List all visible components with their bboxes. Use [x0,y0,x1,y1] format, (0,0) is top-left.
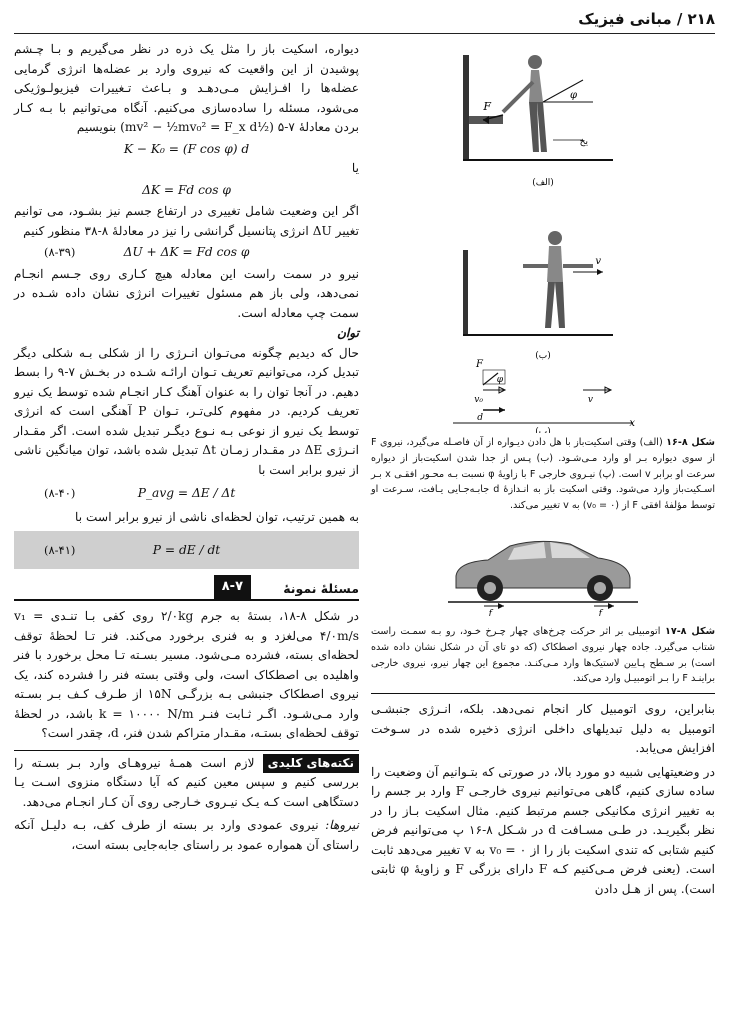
divider [371,693,715,694]
equation-number: (۸-۳۹) [44,245,76,259]
equation-body: P_avg = ΔE / Δt [137,486,236,500]
svg-text:v: v [595,256,601,267]
figure-8-16 [443,40,643,433]
equation: K − K₀ = (F cos φ) d [123,141,250,156]
equation: ΔK = Fd cos φ [142,182,231,197]
figure-8-17-caption [371,624,715,687]
caption-label: شکل ۸-۱۶ [666,437,715,448]
svg-text:φ: φ [569,90,577,101]
equation-8-41 [14,531,359,569]
page-header [14,8,715,34]
svg-text:φ: φ [496,375,503,385]
section-heading: توان [336,326,359,340]
svg-text:x: x [629,418,635,429]
paragraph: حال که دیدیم چگونه می‌تـوان انـرژی را از شکلی بـه شکلی دیگر تبدیل کرد، می‌توانیم تعریف تـوان ارائـه شـده در بخـش ۷-۹ را بسط دهیم. در آنجا توان را به عنوان آهنگ کـار انجـام شده توسط یک نیرو تعریف کردیم. در مفهوم کلی‌تـر، تـوان P آهنگی است که انرژی توسط یک نیرو از نوعی بـه نـوع دیگـر تبدیل شده است. اگر مقـدار انـرژی ΔE در مقـدار زمـان Δt تبدیل شده باشد، توان میانگین ناشی از نیرو برابر است با [14,345,359,477]
equation-8-40 [14,484,359,504]
caption-text: (الف) وقتی اسکیت‌باز با هل دادن دیـواره از آن فاصـله می‌گیرد، نیروی F از سوی دیواره بـر او وارد مـی‌شـود. (ب) پـس از جدا شدن اسکیت‌باز از دیواره سرعت او برابر v است. (پ) نیـروی خارجی F با زاویهٔ φ نسبت بـه محـور افقـی x بـر اسـکیت‌باز وارد می‌شود. وقتی اسکیت باز به انـدازهٔ d جابـه‌جـایی یـافت، سـرعت او توسط مؤلفهٔ افقی F از (v₀ = ۰) به v تغییر می‌کند. [371,437,715,512]
fig-label-a: (الف) [532,178,554,188]
paragraph: به همین ترتیب، توان لحظه‌ای ناشی از نیرو برابر است با [75,509,359,524]
paragraph: در وضعیتهایی شبیه دو مورد بالا، در صورتی که بتـوانیم آن وضعیت را ساده سازی کنیم، گاهی می‌توانیم نیروی خارجـی F وارد بر جسم را به تغییر انرژی مکانیکی جسم مرتبط کنیم. مثال اسکیت بـاز را در نظر بگیریـد. در طـی مسـافت d در شـکل ۸-۱۶ پ می‌توانیم فرض کنیم شتابی که تندی اسکیت باز را از v₀ = ۰ به v تغییر می‌دهد ثابت است. (یعنی فرض مـی‌کنیم کـه F دارای بزرگی F و زاویهٔ φ ثابتی است). پس از هـل دادن [371,764,715,896]
paragraph: بنابراین، روی اتومبیل کار انجام نمی‌دهد. بلکه، انـرژی جنبشـی اتومبیل به دلیل تبدیلهای داخلی انرژی ذخیره شده در سـوخت افزایش می‌یابد. [371,702,715,756]
paragraph [14,816,359,855]
left-column [14,40,359,1030]
forces-text: نیروی عمودی وارد بر بسته از طرف کف، بـه دلیـل آنکه راستای آن همواره عمود بر راستای جابه‌جایی بسته است، [14,818,359,852]
paragraph: در شکل ۸-۱۸، بستهٔ به جرم ۲/۰kg روی کفی بـا تنـدی v₁ = ۴/۰m/s می‌لغزد و به فنری برخورد می‌کند. فنر تـا لحظهٔ توقف لحظه‌ای بسته، فشرده مـی‌شود. مسیر بسـته تـا محل برخورد با فنر واهلیده بی اصطکاک است، ولی وقتی بسته فنر را فشرده کند، یک نیروی اصطکاک جنبشی بـه بزرگـی ۱۵N از طـرف کـف بـر بسـته وارد مـی‌شـود. اگـر ثـابت فنـر k = ۱۰۰۰۰ N/m باشد، در لحظهٔ توقف لحظه‌ای بستـه، مقـدار متراکم شدن فنر، d، چقدر است؟ [14,609,360,740]
svg-text:v₀: v₀ [474,395,483,405]
svg-text:d: d [477,413,483,423]
caption-text: اتومبیلی بر اثر حرکت چرخ‌های چهار چـرخ خـود، رو بـه سمـت راست شتاب می‌گیرد. جاده چهار نیروی اصطکاک (که دو تای آن در شکل نشان داده شده است) بر سـطح پـایین لاستیک‌ها وارد مـی‌کنـد. مجموع این چهار نیرو، نیروی خارجی براینـد F را بـر اتومبیـل وارد می‌کند. [371,625,715,685]
conjunction: یا [351,161,359,175]
equation-number: (۸-۴۰) [44,486,76,500]
paragraph: نیرو در سمت راست این معادله هیچ کـاری روی جـسم انجـام نمی‌دهد، ولی باز هم مسئول تغییرات انرژی نشان داده شـده در سمت چپ معادله است. [14,266,359,320]
paragraph: اگر این وضعیت شامل تغییری در ارتفاع جسم نیز بشـود، می توانیم تغییر ΔU انرژی پتانسیل گرانشی را نیز در معادلهٔ ۸-۳۸ منظور کنیم [14,204,359,238]
equation-8-39 [14,243,359,263]
equation-number: (۸-۴۱) [44,543,76,557]
car-figure [448,528,638,616]
svg-text:v: v [587,395,593,405]
figure-8-16-caption [371,435,715,514]
key-ideas-paragraph [14,754,359,813]
svg-text:F: F [476,359,483,370]
caption-label: شکل ۸-۱۷ [664,625,715,637]
figure-8-17 [448,528,638,616]
skater-figure [443,40,643,433]
key-ideas-box [14,750,359,813]
right-column [371,40,715,1030]
svg-text:F: F [483,100,491,113]
sample-problem-header [14,575,359,601]
paragraph: دیواره، اسکیت باز را مثل یک ذره در نظر می‌گیریم و بـا چـشم پوشیدن از این واقعیت که نیروی وارد بر عضله‌ها انرژی گرمایی عضله‌ها را افـزایش مـی‌دهـد و بـاعث تـغییرات فیزیولـوژیکی می‌شود، مسئله را ساده‌سازی می‌کنیم. آنگاه می‌توانیم با بـه کـار بردن معادلهٔ ۷-۵ (½mv² − ½mv₀² = F_x d) بنویسیم [14,42,359,134]
fig-label-c: (پ) [535,427,551,433]
page-title: ۲۱۸ / مبانی فیزیک [578,10,715,28]
key-ideas-text: لازم است همـهٔ نیروهـای وارد بـر بسـته را بررسی کنیم و سپس معین کنیم که آیا دستگاه منزوی اسـت یـا دستگاهی است کـه یـک نیـروی خـارجی روی آن کـار انجـام می‌دهد. [14,755,359,809]
sample-problem-label: مسئلهٔ نمونهٔ [283,581,359,596]
sample-problem-number: ۸-۷ [214,575,251,599]
key-ideas-tag: نکته‌های کلیدی [263,754,359,774]
equation-body: ΔU + ΔK = Fd cos φ [123,245,250,259]
ice-label: یخ [579,137,588,147]
forces-label: نیروها: [325,818,359,832]
svg-text:f: f [598,608,602,616]
fig-label-b: (ب) [535,351,551,361]
equation-body: P = dE / dt [152,543,221,557]
svg-text:f: f [488,608,492,616]
